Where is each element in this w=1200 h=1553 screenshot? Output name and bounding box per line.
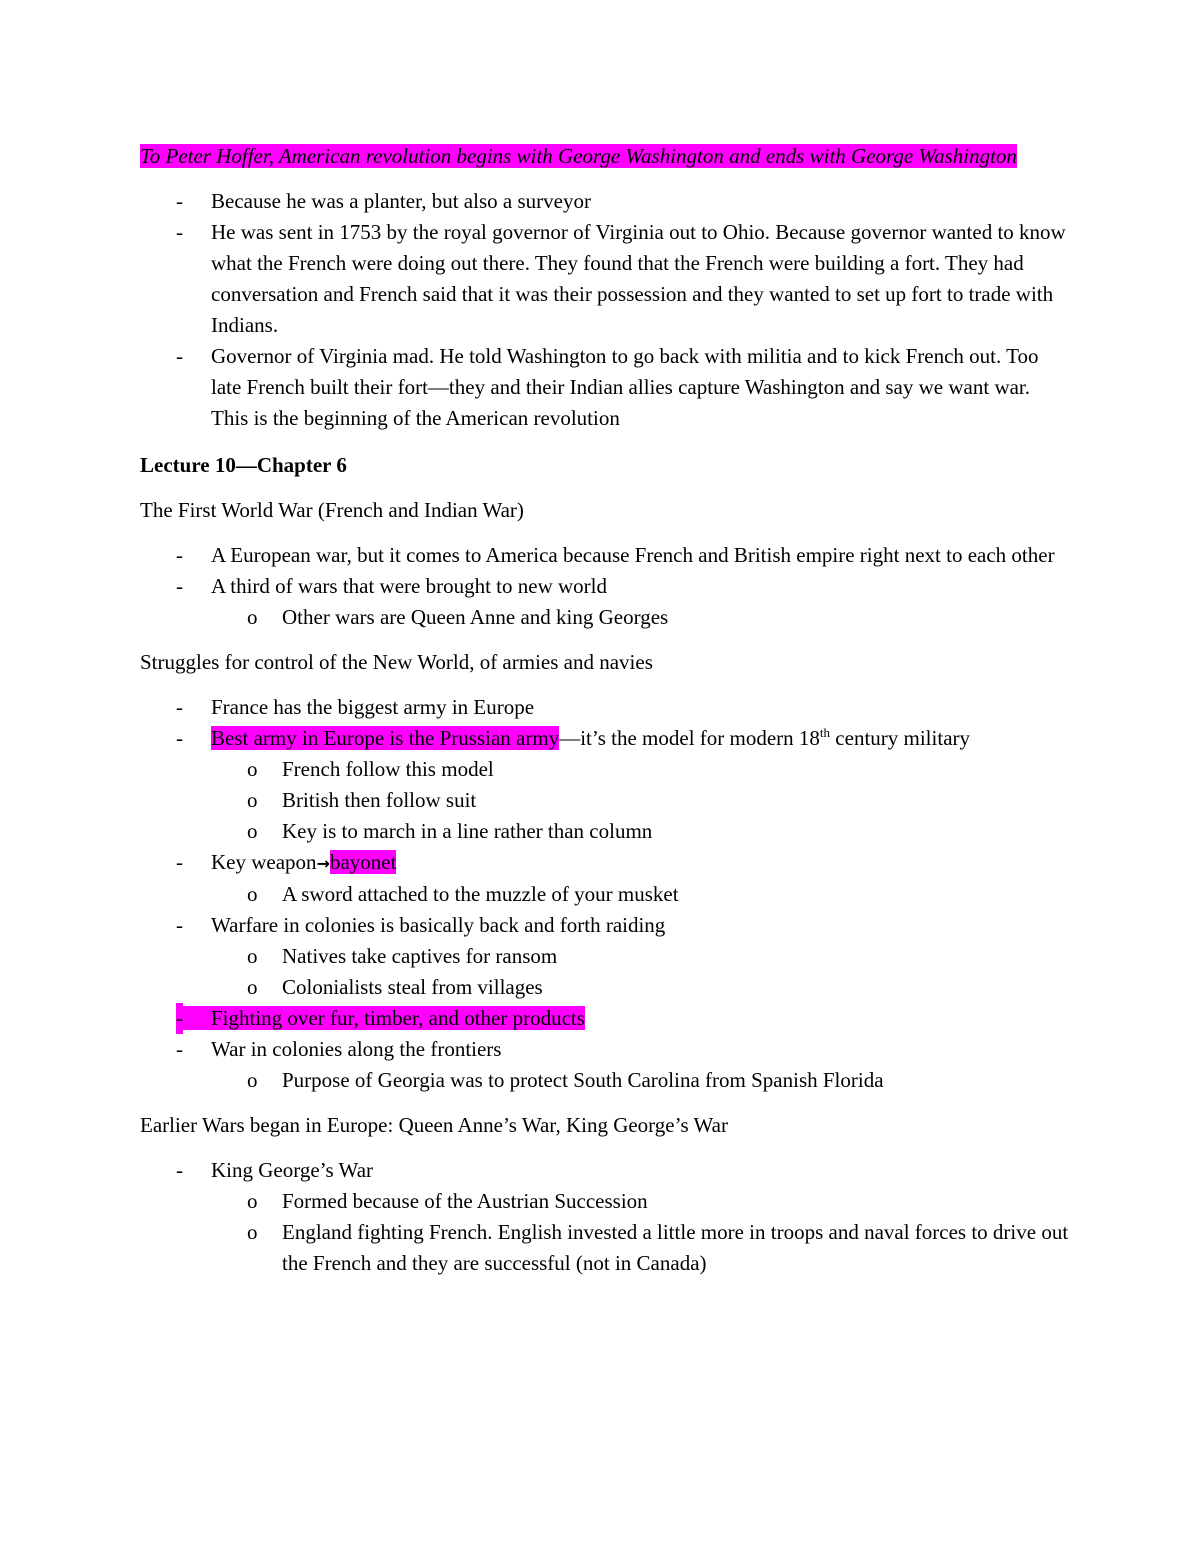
sub-list-item (211, 941, 1070, 972)
bullet-text: Key weapon (211, 850, 317, 874)
dash-bullet: - (176, 850, 183, 874)
circle-bullet: o (247, 757, 258, 781)
bullet-text: —it’s the model for modern 18 (559, 726, 820, 750)
bullet-text: A European war, but it comes to America because French and British empire right next to each other (211, 543, 1055, 567)
bullet-text: century military (830, 726, 971, 750)
sub-list-item (211, 785, 1070, 816)
list-item (140, 186, 1070, 217)
bullet-text: A third of wars that were brought to new world (211, 574, 607, 598)
circle-bullet: o (247, 1068, 258, 1092)
sub-bullet-text: England fighting French. English invested a little more in troops and naval forces to drive out the French and they are successful (not in Canada) (282, 1220, 1069, 1275)
sub-list-item (211, 1065, 1070, 1096)
dash-bullet: - (176, 913, 183, 937)
sub-list (211, 602, 1070, 633)
sub-list-item (211, 1217, 1070, 1279)
intro-highlight: To Peter Hoffer, American revolution begins with George Washington and ends with George Washington (140, 144, 1017, 168)
sub-list-item (211, 879, 1070, 910)
intro-bullet-list (140, 186, 1070, 434)
list-item (140, 341, 1070, 434)
sub-list-item (211, 972, 1070, 1003)
bullet-text: Warfare in colonies is basically back and forth raiding (211, 913, 666, 937)
dash-bullet: - (176, 695, 183, 719)
list-item (140, 1034, 1070, 1096)
bullet-text: He was sent in 1753 by the royal governor of Virginia out to Ohio. Because governor wanted to know what the French were doing out there. They found that the French were building a fort. They had conversation and French said that it was their possession and they wanted to set up fort to trade with Indians. (211, 220, 1066, 337)
first-world-war-list (140, 540, 1070, 633)
sub-list-item (211, 816, 1070, 847)
dash-bullet: - (176, 189, 183, 213)
sub-bullet-text: Other wars are Queen Anne and king Georges (282, 605, 669, 629)
sub-bullet-text: French follow this model (282, 757, 494, 781)
bullet-text: War in colonies along the frontiers (211, 1037, 502, 1061)
ordinal-superscript: th (819, 725, 831, 740)
sub-bullet-text: Colonialists steal from villages (282, 975, 543, 999)
bullet-text: Governor of Virginia mad. He told Washington to go back with militia and to kick French out. Too late French built their fort—they and their Indian allies capture Washington and say we want war. This is the beginning of the American revolution (211, 344, 1039, 430)
list-item (140, 723, 1070, 847)
sub-bullet-text: British then follow suit (282, 788, 477, 812)
list-item (140, 1003, 1070, 1034)
sub-list-item (211, 602, 1070, 633)
bullet-text: France has the biggest army in Europe (211, 695, 535, 719)
lecture-heading: Lecture 10—Chapter 6 (140, 453, 347, 477)
earlier-wars-list (140, 1155, 1070, 1279)
dash-bullet: - (176, 1003, 183, 1034)
right-arrow-icon: → (316, 854, 330, 873)
dash-bullet: - (176, 1158, 183, 1182)
sub-bullet-text: Purpose of Georgia was to protect South Carolina from Spanish Florida (282, 1068, 884, 1092)
document-content (140, 141, 1070, 1293)
list-item (140, 692, 1070, 723)
sub-bullet-text: Key is to march in a line rather than column (282, 819, 653, 843)
list-item (140, 1155, 1070, 1279)
list-item (140, 540, 1070, 571)
section-title-struggles: Struggles for control of the New World, of armies and navies (140, 650, 653, 674)
struggles-list (140, 692, 1070, 1096)
section-title-earlier-wars: Earlier Wars began in Europe: Queen Anne’s War, King George’s War (140, 1113, 728, 1137)
circle-bullet: o (247, 1220, 258, 1244)
bayonet-highlight: bayonet (329, 850, 397, 874)
dash-bullet: - (176, 726, 183, 750)
sub-list (211, 1186, 1070, 1279)
circle-bullet: o (247, 788, 258, 812)
circle-bullet: o (247, 975, 258, 999)
sub-list (211, 1065, 1070, 1096)
list-item (140, 910, 1070, 1003)
dash-bullet: - (176, 543, 183, 567)
circle-bullet: o (247, 605, 258, 629)
bullet-text: Because he was a planter, but also a surveyor (211, 189, 591, 213)
fighting-highlight: Fighting over fur, timber, and other products (176, 1006, 585, 1030)
sub-bullet-text: Natives take captives for ransom (282, 944, 558, 968)
list-item (140, 571, 1070, 633)
sub-list-item (211, 754, 1070, 785)
circle-bullet: o (247, 882, 258, 906)
list-item (140, 217, 1070, 341)
prussian-army-highlight: Best army in Europe is the Prussian army (211, 726, 560, 750)
sub-bullet-text: Formed because of the Austrian Succession (282, 1189, 648, 1213)
sub-list (211, 879, 1070, 910)
list-item (140, 847, 1070, 910)
sub-list-item (211, 1186, 1070, 1217)
dash-bullet: - (176, 344, 183, 368)
bullet-text: King George’s War (211, 1158, 374, 1182)
dash-bullet: - (176, 574, 183, 598)
sub-bullet-text: A sword attached to the muzzle of your musket (282, 882, 679, 906)
circle-bullet: o (247, 819, 258, 843)
sub-list (211, 941, 1070, 1003)
dash-bullet: - (176, 1037, 183, 1061)
dash-bullet: - (176, 220, 183, 244)
section-title-first-world-war: The First World War (French and Indian War) (140, 498, 524, 522)
circle-bullet: o (247, 1189, 258, 1213)
intro-statement (140, 141, 1070, 172)
sub-list (211, 754, 1070, 847)
circle-bullet: o (247, 944, 258, 968)
